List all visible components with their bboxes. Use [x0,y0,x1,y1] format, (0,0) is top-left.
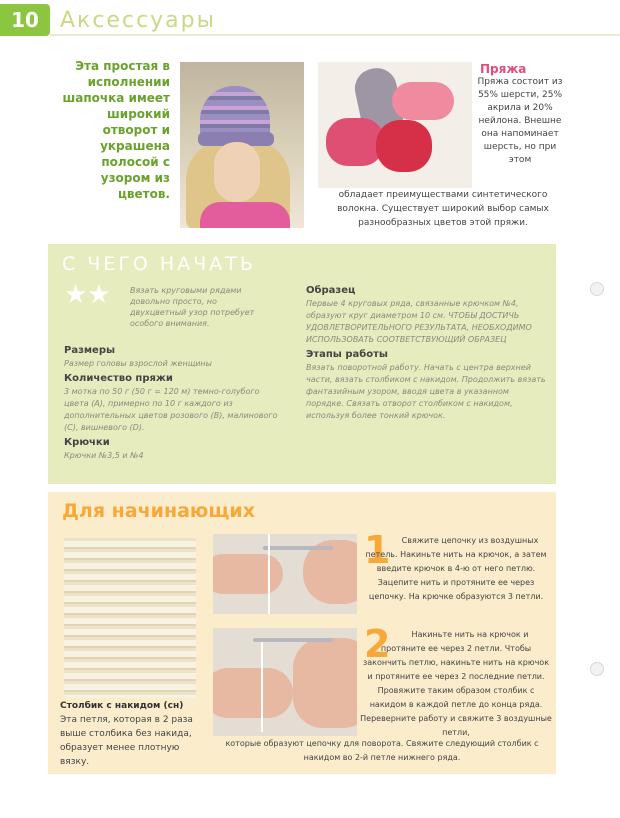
swatch-label: Столбик с накидом (сн) [60,701,184,711]
difficulty-text: Вязать круговыми рядами довольно просто, но двухцветный узор потребует особого внимания. [130,286,255,328]
hooks-heading: Крючки [64,437,110,448]
hook-shape [263,546,333,550]
yarn-ball-cherry [376,120,432,172]
step2-text: Накиньте нить на крючок и протяните ее через 2 петли. Чтобы закончить петлю, накиньте нить на крючок и протяните ее через 2 последние петли. Провяжите таким образом столбик с накидом в каждой петле до конца ряда. Переверните работу и свяжите 3 воздушные петли, [360,630,552,737]
work-text: Вязать поворотной работу. Начать с центра верхней части, вязать столбиком с накидом. Продолжить вязать фантазийным узором, вводя цвета в указанном порядке. Связать отворот столбиком с накидом, используя более тонкий крючок. [306,363,546,420]
yarn-text-continued: обладает преимуществами синтетического волокна. Существует широкий выбор самых разнообразных цветов этой пряжи. [337,190,549,228]
beginners-title: Для начинающих [62,500,255,522]
header-divider [50,34,620,36]
left-hand-shape [213,554,283,594]
yarn-photo [318,62,472,188]
step1-photo [213,534,357,614]
sizes-heading: Размеры [64,345,116,356]
step2-photo [213,628,357,736]
sample-text: Первые 4 круговых ряда, связанные крючком №4, образуют круг диаметром 10 см. ЧТОБЫ ДОСТИЧЬ УДОВЛЕТВОРИТЕЛЬНОГО РЕЗУЛЬТАТА, НЕОБХОДИМО ИСПОЛЬЗОВАТЬ СООТВЕТСТВУЮЩИЙ ОБРАЗЕЦ [306,299,532,344]
binder-hole [590,282,604,296]
binder-hole [590,662,604,676]
swatch-text: Эта петля, которая в 2 раза выше столбика без накида, образует менее плотную вязку. [60,715,193,767]
section-title: Аксессуары [60,8,216,33]
step2-text-continued: которые образуют цепочку для поворота. Свяжите следующий столбик с накидом во 2-й петле нижнего ряда. [225,739,539,762]
shirt-shape [200,202,290,228]
step1-number: 1 [364,528,391,572]
step1-text: Свяжите цепочку из воздушных петель. Накиньте нить на крючок, а затем введите крючок в 4-ю от него петлю. Зацепите нить и протяните ее через цепочку. На крючке образуются 3 петли. [365,536,547,601]
face-shape [214,142,260,202]
sizes-text: Размер головы взрослой женщины [64,359,212,368]
yarn-ball-pink [392,82,454,120]
start-title: С ЧЕГО НАЧАТЬ [62,253,256,275]
sample-heading: Образец [306,285,356,296]
right-hand-shape [293,638,357,728]
yarn-amount-heading: Количество пряжи [64,373,173,384]
yarn-title: Пряжа [480,62,527,76]
step2-number: 2 [364,622,391,666]
hooks-text: Крючки №3,5 и №4 [64,451,144,460]
hat-shape [200,86,270,138]
thread-shape [261,642,263,732]
intro-text: Эта простая в исполнении шапочка имеет широкий отворот и украшена полосой с узором из цветов. [62,59,170,201]
left-hand-shape [213,668,293,718]
hook-shape [253,638,333,642]
swatch-photo [64,538,196,698]
hat-photo [180,62,304,228]
yarn-amount-text: 3 мотка по 50 г (50 г = 120 м) темно-голубого цвета (A), примерно по 10 г каждого из дополнительных цветов розового (B), малинового (C), вишневого (D). [64,387,278,432]
difficulty-stars-icon: ★★ [64,280,111,310]
thread-shape [268,534,270,614]
page-number: 10 [0,4,50,36]
yarn-text: Пряжа состоит из 55% шерсти, 25% акрила и 20% нейлона. Внешне она напоминает шерсть, но при этом [477,77,563,165]
start-right-column [306,284,546,424]
start-left-column [64,344,284,464]
work-heading: Этапы работы [306,349,388,360]
